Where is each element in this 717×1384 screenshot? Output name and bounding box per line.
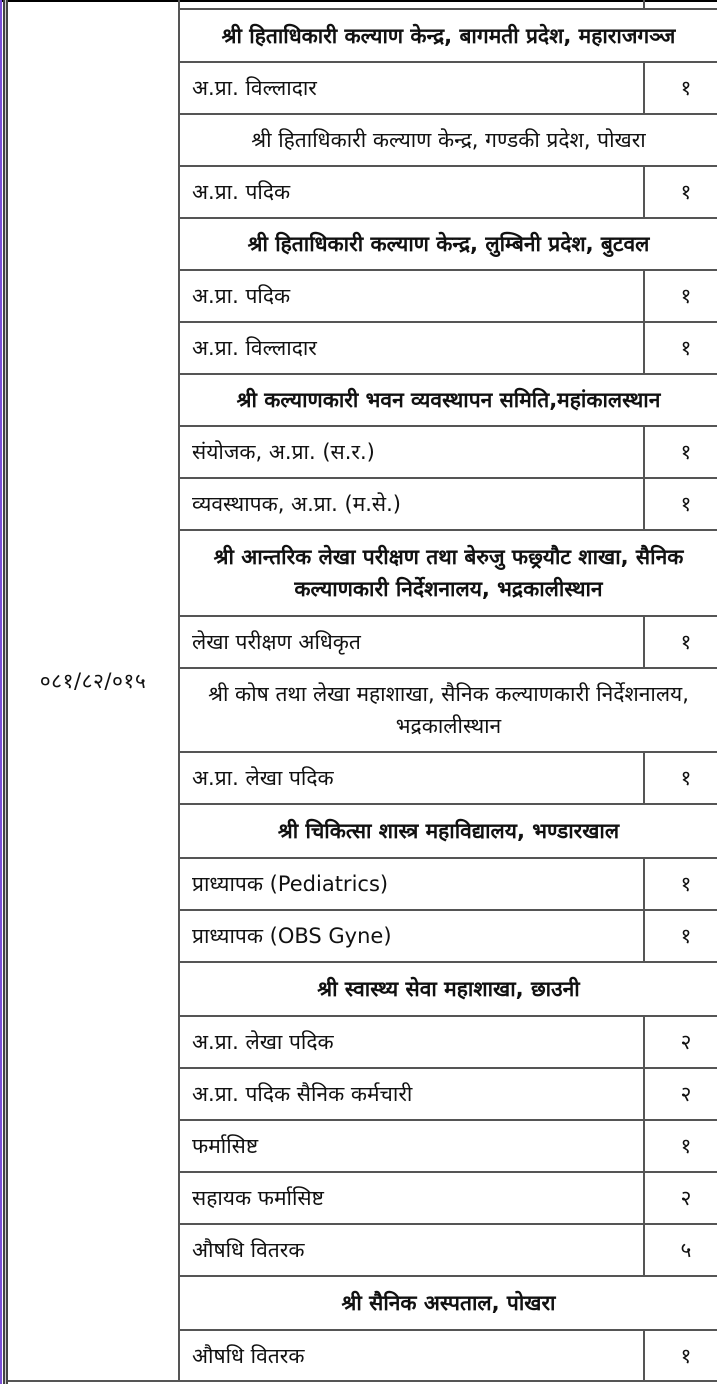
position-name: व्यवस्थापक, अ.प्रा. (म.से.) bbox=[180, 479, 645, 529]
position-count: १ bbox=[680, 180, 692, 204]
table-row bbox=[180, 1069, 717, 1121]
office-name: श्री कल्याणकारी भवन व्यवस्थापन समिति,महांकालस्थान bbox=[236, 388, 661, 412]
position-count bbox=[645, 0, 717, 8]
office-name: श्री हिताधिकारी कल्याण केन्द्र, बागमती प्रदेश, महाराजगञ्ज bbox=[221, 23, 676, 48]
office-header bbox=[180, 219, 717, 271]
position-name bbox=[180, 0, 645, 8]
position-count: १ bbox=[680, 924, 692, 948]
position-count: १ bbox=[680, 872, 692, 896]
position-name: अ.प्रा. विल्लादार bbox=[180, 323, 645, 373]
office-header bbox=[180, 963, 717, 1017]
table-row bbox=[180, 1121, 717, 1173]
position-count: १ bbox=[680, 630, 692, 654]
table-row bbox=[180, 1331, 717, 1382]
position-count: २ bbox=[680, 1186, 692, 1210]
position-name: अ.प्रा. पदिक bbox=[180, 167, 645, 217]
office-header bbox=[180, 375, 717, 427]
position-count: १ bbox=[680, 1343, 692, 1368]
position-name: फर्मासिष्ट bbox=[180, 1121, 645, 1171]
position-name: प्राध्यापक (Pediatrics) bbox=[180, 859, 645, 909]
office-name: श्री आन्तरिक लेखा परीक्षण तथा बेरुजु फछ्र्यौट शाखा, सैनिक कल्याणकारी निर्देशनालय, भद्रकालीस्थान bbox=[213, 545, 684, 601]
table-row bbox=[180, 323, 717, 375]
position-count: १ bbox=[680, 1134, 692, 1158]
table-row bbox=[180, 1225, 717, 1277]
table-row bbox=[180, 617, 717, 669]
position-name: अ.प्रा. विल्लादार bbox=[180, 63, 645, 113]
office-name: श्री हिताधिकारी कल्याण केन्द्र, गण्डकी प्रदेश, पोखरा bbox=[251, 128, 646, 152]
table-row bbox=[180, 1173, 717, 1225]
position-count: १ bbox=[680, 492, 692, 516]
position-count: १ bbox=[680, 336, 692, 360]
position-count: १ bbox=[680, 440, 692, 464]
position-name: प्राध्यापक (OBS Gyne) bbox=[180, 911, 645, 961]
position-name: अ.प्रा. पदिक सैनिक कर्मचारी bbox=[180, 1069, 645, 1119]
position-count: ५ bbox=[680, 1238, 692, 1262]
position-name: अ.प्रा. पदिक bbox=[180, 271, 645, 321]
office-name: श्री हिताधिकारी कल्याण केन्द्र, लुम्बिनी प्रदेश, बुटवल bbox=[247, 232, 650, 256]
position-count: २ bbox=[680, 1030, 692, 1054]
table-row bbox=[180, 427, 717, 479]
date-column bbox=[8, 0, 180, 1382]
office-name: श्री स्वास्थ्य सेवा महाशाखा, छाउनी bbox=[317, 977, 580, 1001]
office-name: श्री चिकित्सा शास्त्र महाविद्यालय, भण्डारखाल bbox=[277, 819, 620, 843]
position-name: औषधि वितरक bbox=[180, 1331, 645, 1380]
office-header bbox=[180, 531, 717, 617]
position-count: २ bbox=[680, 1082, 692, 1106]
date-value: ०८१/८२/०१५ bbox=[39, 669, 147, 693]
table-row bbox=[180, 63, 717, 115]
table-row bbox=[180, 911, 717, 963]
table-row bbox=[180, 753, 717, 805]
position-count: १ bbox=[680, 766, 692, 790]
position-name: अ.प्रा. लेखा पदिक bbox=[180, 753, 645, 803]
selection-edge bbox=[0, 0, 2, 1384]
table-row bbox=[180, 859, 717, 911]
position-count: १ bbox=[680, 76, 692, 100]
office-header bbox=[180, 669, 717, 753]
office-name: श्री सैनिक अस्पताल, पोखरा bbox=[341, 1291, 556, 1315]
table-row bbox=[180, 1017, 717, 1069]
position-name: अ.प्रा. लेखा पदिक bbox=[180, 1017, 645, 1067]
office-name: श्री कोष तथा लेखा महाशाखा, सैनिक कल्याणकारी निर्देशनालय, भद्रकालीस्थान bbox=[208, 682, 689, 738]
office-header bbox=[180, 115, 717, 167]
position-name: लेखा परीक्षण अधिकृत bbox=[180, 617, 645, 667]
position-name: औषधि वितरक bbox=[180, 1225, 645, 1275]
bottom-border bbox=[8, 1380, 717, 1382]
table-row bbox=[180, 271, 717, 323]
office-header bbox=[180, 1277, 717, 1331]
position-name: संयोजक, अ.प्रा. (स.र.) bbox=[180, 427, 645, 477]
office-header bbox=[180, 10, 717, 63]
office-header bbox=[180, 805, 717, 859]
table-row bbox=[180, 167, 717, 219]
table-row bbox=[180, 479, 717, 531]
position-name: सहायक फर्मासिष्ट bbox=[180, 1173, 645, 1223]
table-row-partial bbox=[180, 0, 717, 10]
position-count: १ bbox=[680, 284, 692, 308]
